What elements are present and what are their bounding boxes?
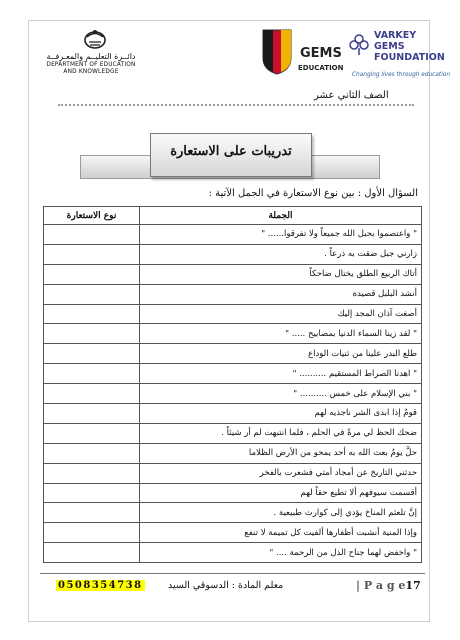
table-row xyxy=(44,423,422,443)
answer-cell[interactable] xyxy=(44,264,140,284)
table-row xyxy=(44,463,422,483)
adek-arabic-name: دائــرة التعليــم والمعـرفــة xyxy=(46,52,136,61)
teacher-phone: 0508354738 xyxy=(58,580,143,591)
table-row xyxy=(44,483,422,503)
gems-logo xyxy=(258,28,344,82)
adek-emblem-icon xyxy=(82,28,108,50)
table-row xyxy=(44,264,422,284)
table-row xyxy=(44,523,422,543)
table-row xyxy=(44,364,422,384)
sentence-cell: " واخفض لهما جناح الذل من الرحمة .... " xyxy=(140,543,422,563)
sentence-cell: " بني الإسلام على خمس .......... " xyxy=(140,384,422,404)
gems-name: GEMS xyxy=(300,46,342,61)
answer-cell[interactable] xyxy=(44,344,140,364)
answer-cell[interactable] xyxy=(44,463,140,483)
answer-cell[interactable] xyxy=(44,523,140,543)
sentence-cell: وإذا المنية أنشبت أظفارها ألفيت كل تميمة لا تنفع xyxy=(140,523,422,543)
table-row xyxy=(44,344,422,364)
page-number: 17 xyxy=(405,579,421,592)
gems-shield-icon xyxy=(261,28,293,76)
sentence-cell: أتاك الربيع الطلق يختال ضاحكاً xyxy=(140,264,422,284)
answer-cell[interactable] xyxy=(44,244,140,264)
sentence-cell: حلَّ يومٌ بعث الله به أحد يمحو من الأرض الظلاما xyxy=(140,443,422,463)
sentence-cell: ضحك الحظ لي مرةً في الحلم ، فلما انتبهت لم أر شيئاً . xyxy=(140,423,422,443)
answer-cell[interactable] xyxy=(44,483,140,503)
table-row xyxy=(44,324,422,344)
page-title: تدريبات على الاستعارة xyxy=(170,144,292,159)
varkey-flower-icon xyxy=(348,32,370,56)
varkey-tagline: Changing lives through education xyxy=(352,72,451,78)
teacher-name: معلم المادة : الدسوقي السيد xyxy=(168,580,284,591)
header-divider xyxy=(58,104,414,106)
answer-cell[interactable] xyxy=(44,284,140,304)
sentence-cell: قومٌ إذا ابدى الشر ناجذيه لهم xyxy=(140,404,422,424)
answer-cell[interactable] xyxy=(44,404,140,424)
table-row xyxy=(44,384,422,404)
sentence-cell: أصغت آذان المجد إليك xyxy=(140,304,422,324)
table-header-row xyxy=(44,207,422,225)
page-label-text: | P a g e xyxy=(356,579,406,592)
question-heading: السؤال الأول : بين نوع الاستعارة في الجمل الآتية : xyxy=(208,188,418,199)
sentence-cell: " اهدنا الصراط المستقيم .......... " xyxy=(140,364,422,384)
table-row xyxy=(44,284,422,304)
varkey-name-line-1: VARKEY xyxy=(374,30,417,41)
exercise-table xyxy=(43,206,422,563)
sentence-column-header: الجملة xyxy=(140,207,422,225)
table-row xyxy=(44,304,422,324)
adek-english-line-1: DEPARTMENT OF EDUCATION xyxy=(46,62,136,68)
answer-cell[interactable] xyxy=(44,543,140,563)
type-column-header: نوع الاستعارة xyxy=(44,207,140,225)
varkey-name-line-3: FOUNDATION xyxy=(374,52,445,63)
table-row xyxy=(44,225,422,245)
sentence-cell: زارني جبل ضقت به ذرعاً . xyxy=(140,244,422,264)
sentence-cell: حدثني التاريخ عن أمجاد أمتي فشعرت بالفخر xyxy=(140,463,422,483)
answer-cell[interactable] xyxy=(44,364,140,384)
answer-cell[interactable] xyxy=(44,443,140,463)
sentence-cell: أنشد البلبل قصيدة xyxy=(140,284,422,304)
sentence-cell: أقسمت سيوفهم ألا تطيع حقاً لهم xyxy=(140,483,422,503)
page-number-label xyxy=(356,579,421,592)
gems-subtitle: EDUCATION xyxy=(298,64,344,72)
answer-cell[interactable] xyxy=(44,384,140,404)
table-row xyxy=(44,443,422,463)
answer-cell[interactable] xyxy=(44,423,140,443)
varkey-logo xyxy=(348,30,451,84)
table-row xyxy=(44,244,422,264)
answer-cell[interactable] xyxy=(44,503,140,523)
table-row xyxy=(44,404,422,424)
answer-cell[interactable] xyxy=(44,324,140,344)
adek-english-name xyxy=(36,62,146,75)
table-row xyxy=(44,503,422,523)
sentence-cell: " لقد زينا السماء الدنيا بمصابيح ..... " xyxy=(140,324,422,344)
adek-logo xyxy=(36,28,146,78)
sentence-cell: إنَّ تلعثم المناخ يؤدي إلى كوارث طبيعية . xyxy=(140,503,422,523)
adek-english-line-2: AND KNOWLEDGE xyxy=(63,68,119,75)
answer-cell[interactable] xyxy=(44,225,140,245)
grade-label: الصف الثاني عشر xyxy=(314,90,389,101)
answer-cell[interactable] xyxy=(44,304,140,324)
table-row xyxy=(44,543,422,563)
sentence-cell: طلع البدر علينا من ثنيات الوداع xyxy=(140,344,422,364)
footer-divider xyxy=(40,573,425,574)
sentence-cell: " واعتصموا بحبل الله جميعاً ولا تفرقوا...... " xyxy=(140,225,422,245)
varkey-name-line-2: GEMS xyxy=(374,41,405,52)
